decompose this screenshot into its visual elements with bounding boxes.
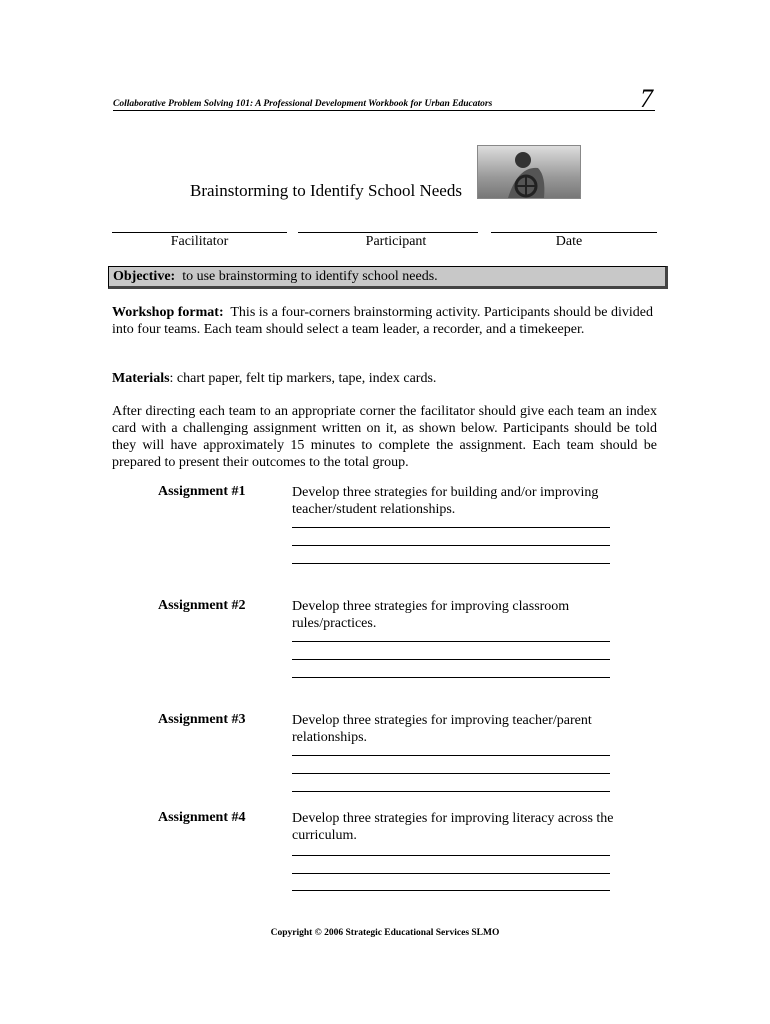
assignment-label: Assignment #1 — [158, 484, 246, 499]
assignment-text: Develop three strategies for building and/or improving teacher/student relationships. — [292, 485, 599, 517]
page-number: 7 — [640, 84, 653, 113]
answer-line[interactable] — [292, 545, 610, 546]
assignment-text: Develop three strategies for improving classroom rules/practices. — [292, 599, 570, 631]
answer-line[interactable] — [292, 641, 610, 642]
assignment-text: Develop three strategies for improving teacher/parent relationships. — [292, 713, 592, 745]
answer-line[interactable] — [292, 527, 610, 528]
answer-line[interactable] — [292, 659, 610, 660]
answer-line[interactable] — [292, 873, 610, 874]
objective-box — [108, 266, 668, 289]
answer-line[interactable] — [292, 855, 610, 856]
materials-text: : chart paper, felt tip markers, tape, index cards. — [169, 371, 437, 386]
objective-text: to use brainstorming to identify school needs. — [182, 269, 438, 284]
workshop-text: This is a four-corners brainstorming activity. Participants should be divided into four teams. Each team should select a team leader, a recorder, and a timekeeper. — [112, 305, 653, 337]
answer-line[interactable] — [292, 755, 610, 756]
page-title: Brainstorming to Identify School Needs — [190, 181, 462, 200]
workshop-label: Workshop format: — [112, 305, 224, 320]
facilitator-signature-line[interactable] — [112, 232, 287, 233]
answer-line[interactable] — [292, 890, 610, 891]
participant-label: Participant — [365, 234, 427, 249]
workshop-format — [112, 304, 657, 338]
facilitator-label: Facilitator — [170, 234, 229, 249]
answer-line[interactable] — [292, 791, 610, 792]
assignment-label: Assignment #4 — [158, 810, 246, 825]
materials-label: Materials — [112, 371, 170, 386]
instructions-paragraph: After directing each team to an appropriate corner the facilitator should give each team an index card with a challenging assignment written on it, as shown below. Participants should be told they will have approximately 15 minutes to complete the assignment. Each team should be prepared to present their outcomes to the total group. — [112, 404, 657, 470]
answer-line[interactable] — [292, 773, 610, 774]
running-header: Collaborative Problem Solving 101: A Professional Development Workbook for Urban Educators — [113, 98, 655, 111]
participant-signature-line[interactable] — [298, 232, 478, 233]
clipart-image — [477, 145, 581, 199]
date-label: Date — [555, 234, 583, 249]
assignment-label: Assignment #3 — [158, 712, 246, 727]
answer-line[interactable] — [292, 677, 610, 678]
objective-label: Objective: — [113, 269, 176, 284]
materials — [112, 370, 657, 387]
assignment-label: Assignment #2 — [158, 598, 246, 613]
assignment-text: Develop three strategies for improving literacy across the curriculum. — [292, 811, 614, 843]
date-signature-line[interactable] — [491, 232, 657, 233]
answer-line[interactable] — [292, 563, 610, 564]
copyright-footer: Copyright © 2006 Strategic Educational Services SLMO — [270, 928, 500, 938]
